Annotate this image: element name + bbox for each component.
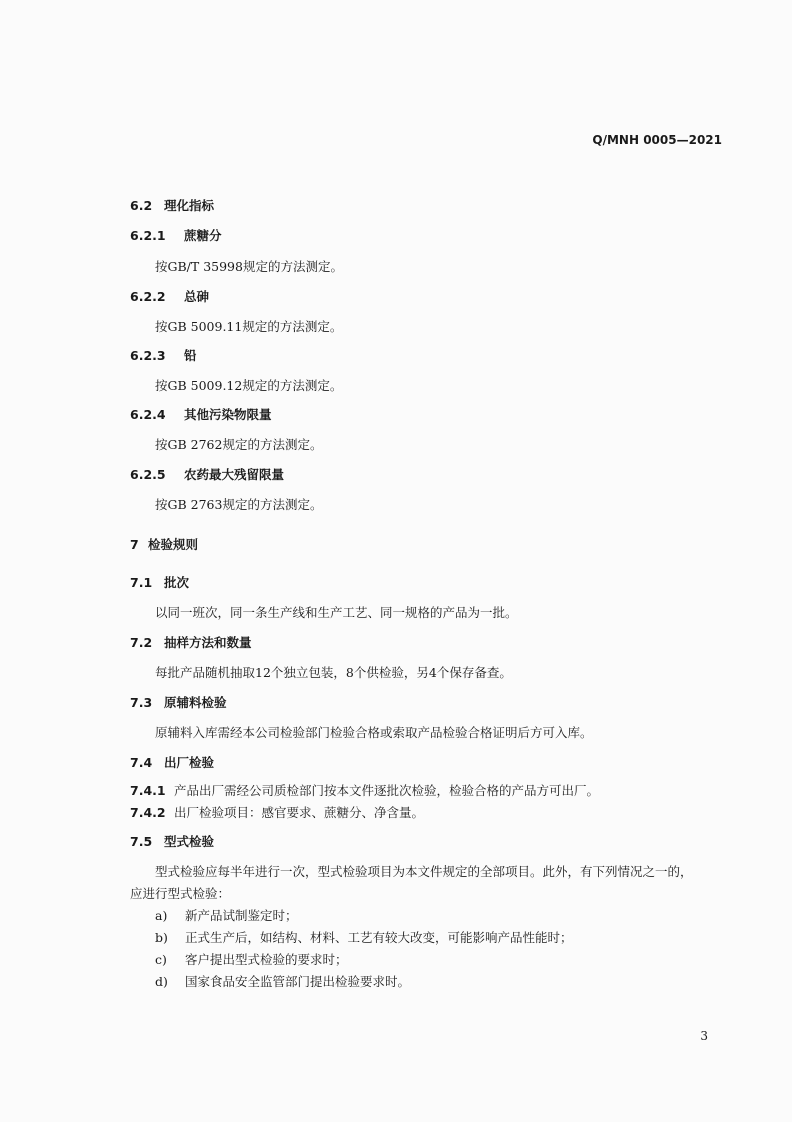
standard-code: Q/MNH 0005—2021: [592, 133, 722, 147]
list-marker: a): [155, 908, 168, 923]
clause-text: 出厂检验项目：感官要求、蔗糖分、净含量。: [174, 805, 425, 820]
section-number: 6.2.2: [130, 289, 166, 304]
section-number: 7.2: [130, 635, 153, 650]
section-text-6-2-2: 按GB 5009.11规定的方法测定。: [155, 319, 343, 334]
section-heading-6-2-3: [130, 346, 197, 364]
section-number: 6.2.4: [130, 407, 166, 422]
section-heading-7-2: [130, 633, 252, 651]
section-title: 总砷: [184, 289, 210, 304]
clause-number: 7.4.2: [130, 805, 166, 820]
section-number: 6.2.3: [130, 348, 166, 363]
section-title: 检验规则: [148, 537, 199, 552]
section-text-6-2-4: 按GB 2762规定的方法测定。: [155, 437, 323, 452]
section-heading-7-5: [130, 832, 214, 850]
list-item: [155, 906, 298, 924]
section-title: 抽样方法和数量: [164, 635, 252, 650]
section-heading-6-2: [130, 196, 214, 214]
list-item-text: 新产品试制鉴定时；: [185, 908, 298, 923]
list-marker: c): [155, 952, 167, 967]
section-text-7-2: 每批产品随机抽取12个独立包装，8个供检验，另4个保存备查。: [155, 665, 512, 680]
section-heading-6-2-2: [130, 287, 209, 305]
section-number: 7.3: [130, 695, 153, 710]
list-item-text: 国家食品安全监管部门提出检验要求时。: [185, 974, 411, 989]
section-text-7-3: 原辅料入库需经本公司检验部门检验合格或索取产品检验合格证明后方可入库。: [155, 725, 593, 740]
section-text-7-5-line2: 应进行型式检验：: [130, 886, 231, 901]
section-text-7-5-line1: 型式检验应每半年进行一次，型式检验项目为本文件规定的全部项目。此外，有下列情况之一的，: [155, 864, 693, 879]
clause-number: 7.4.1: [130, 783, 166, 798]
list-item-text: 客户提出型式检验的要求时；: [185, 952, 348, 967]
clause-text: 产品出厂需经公司质检部门按本文件逐批次检验，检验合格的产品方可出厂。: [174, 783, 600, 798]
section-heading-7-4: [130, 753, 214, 771]
list-marker: d): [155, 974, 168, 989]
section-number: 7: [130, 537, 139, 552]
section-text-6-2-1: 按GB/T 35998规定的方法测定。: [155, 259, 343, 274]
list-item: [155, 950, 348, 968]
section-heading-6-2-4: [130, 405, 272, 423]
section-title: 批次: [164, 575, 190, 590]
section-heading-7-3: [130, 693, 227, 711]
clause-7-4-2: [130, 803, 424, 821]
list-item: [155, 972, 410, 990]
section-heading-6-2-1: [130, 226, 222, 244]
section-number: 7.4: [130, 755, 153, 770]
section-number: 6.2: [130, 198, 153, 213]
list-item: [155, 928, 573, 946]
list-item-text: 正式生产后，如结构、材料、工艺有较大改变，可能影响产品性能时；: [185, 930, 573, 945]
section-title: 型式检验: [164, 834, 215, 849]
section-number: 7.5: [130, 834, 153, 849]
section-text-6-2-5: 按GB 2763规定的方法测定。: [155, 497, 323, 512]
section-title: 农药最大残留限量: [184, 467, 285, 482]
section-title: 铅: [184, 348, 197, 363]
section-heading-7-1: [130, 573, 189, 591]
section-text-6-2-3: 按GB 5009.12规定的方法测定。: [155, 378, 343, 393]
chapter-heading-7: [130, 535, 198, 553]
section-number: 6.2.1: [130, 228, 166, 243]
section-number: 6.2.5: [130, 467, 166, 482]
section-title: 出厂检验: [164, 755, 215, 770]
section-title: 理化指标: [164, 198, 215, 213]
section-title: 原辅料检验: [164, 695, 227, 710]
section-heading-6-2-5: [130, 465, 284, 483]
list-marker: b): [155, 930, 168, 945]
section-title: 蔗糖分: [184, 228, 222, 243]
section-title: 其他污染物限量: [184, 407, 272, 422]
section-number: 7.1: [130, 575, 153, 590]
clause-7-4-1: [130, 781, 599, 799]
section-text-7-1: 以同一班次，同一条生产线和生产工艺、同一规格的产品为一批。: [155, 605, 518, 620]
page-number: 3: [700, 1029, 708, 1043]
